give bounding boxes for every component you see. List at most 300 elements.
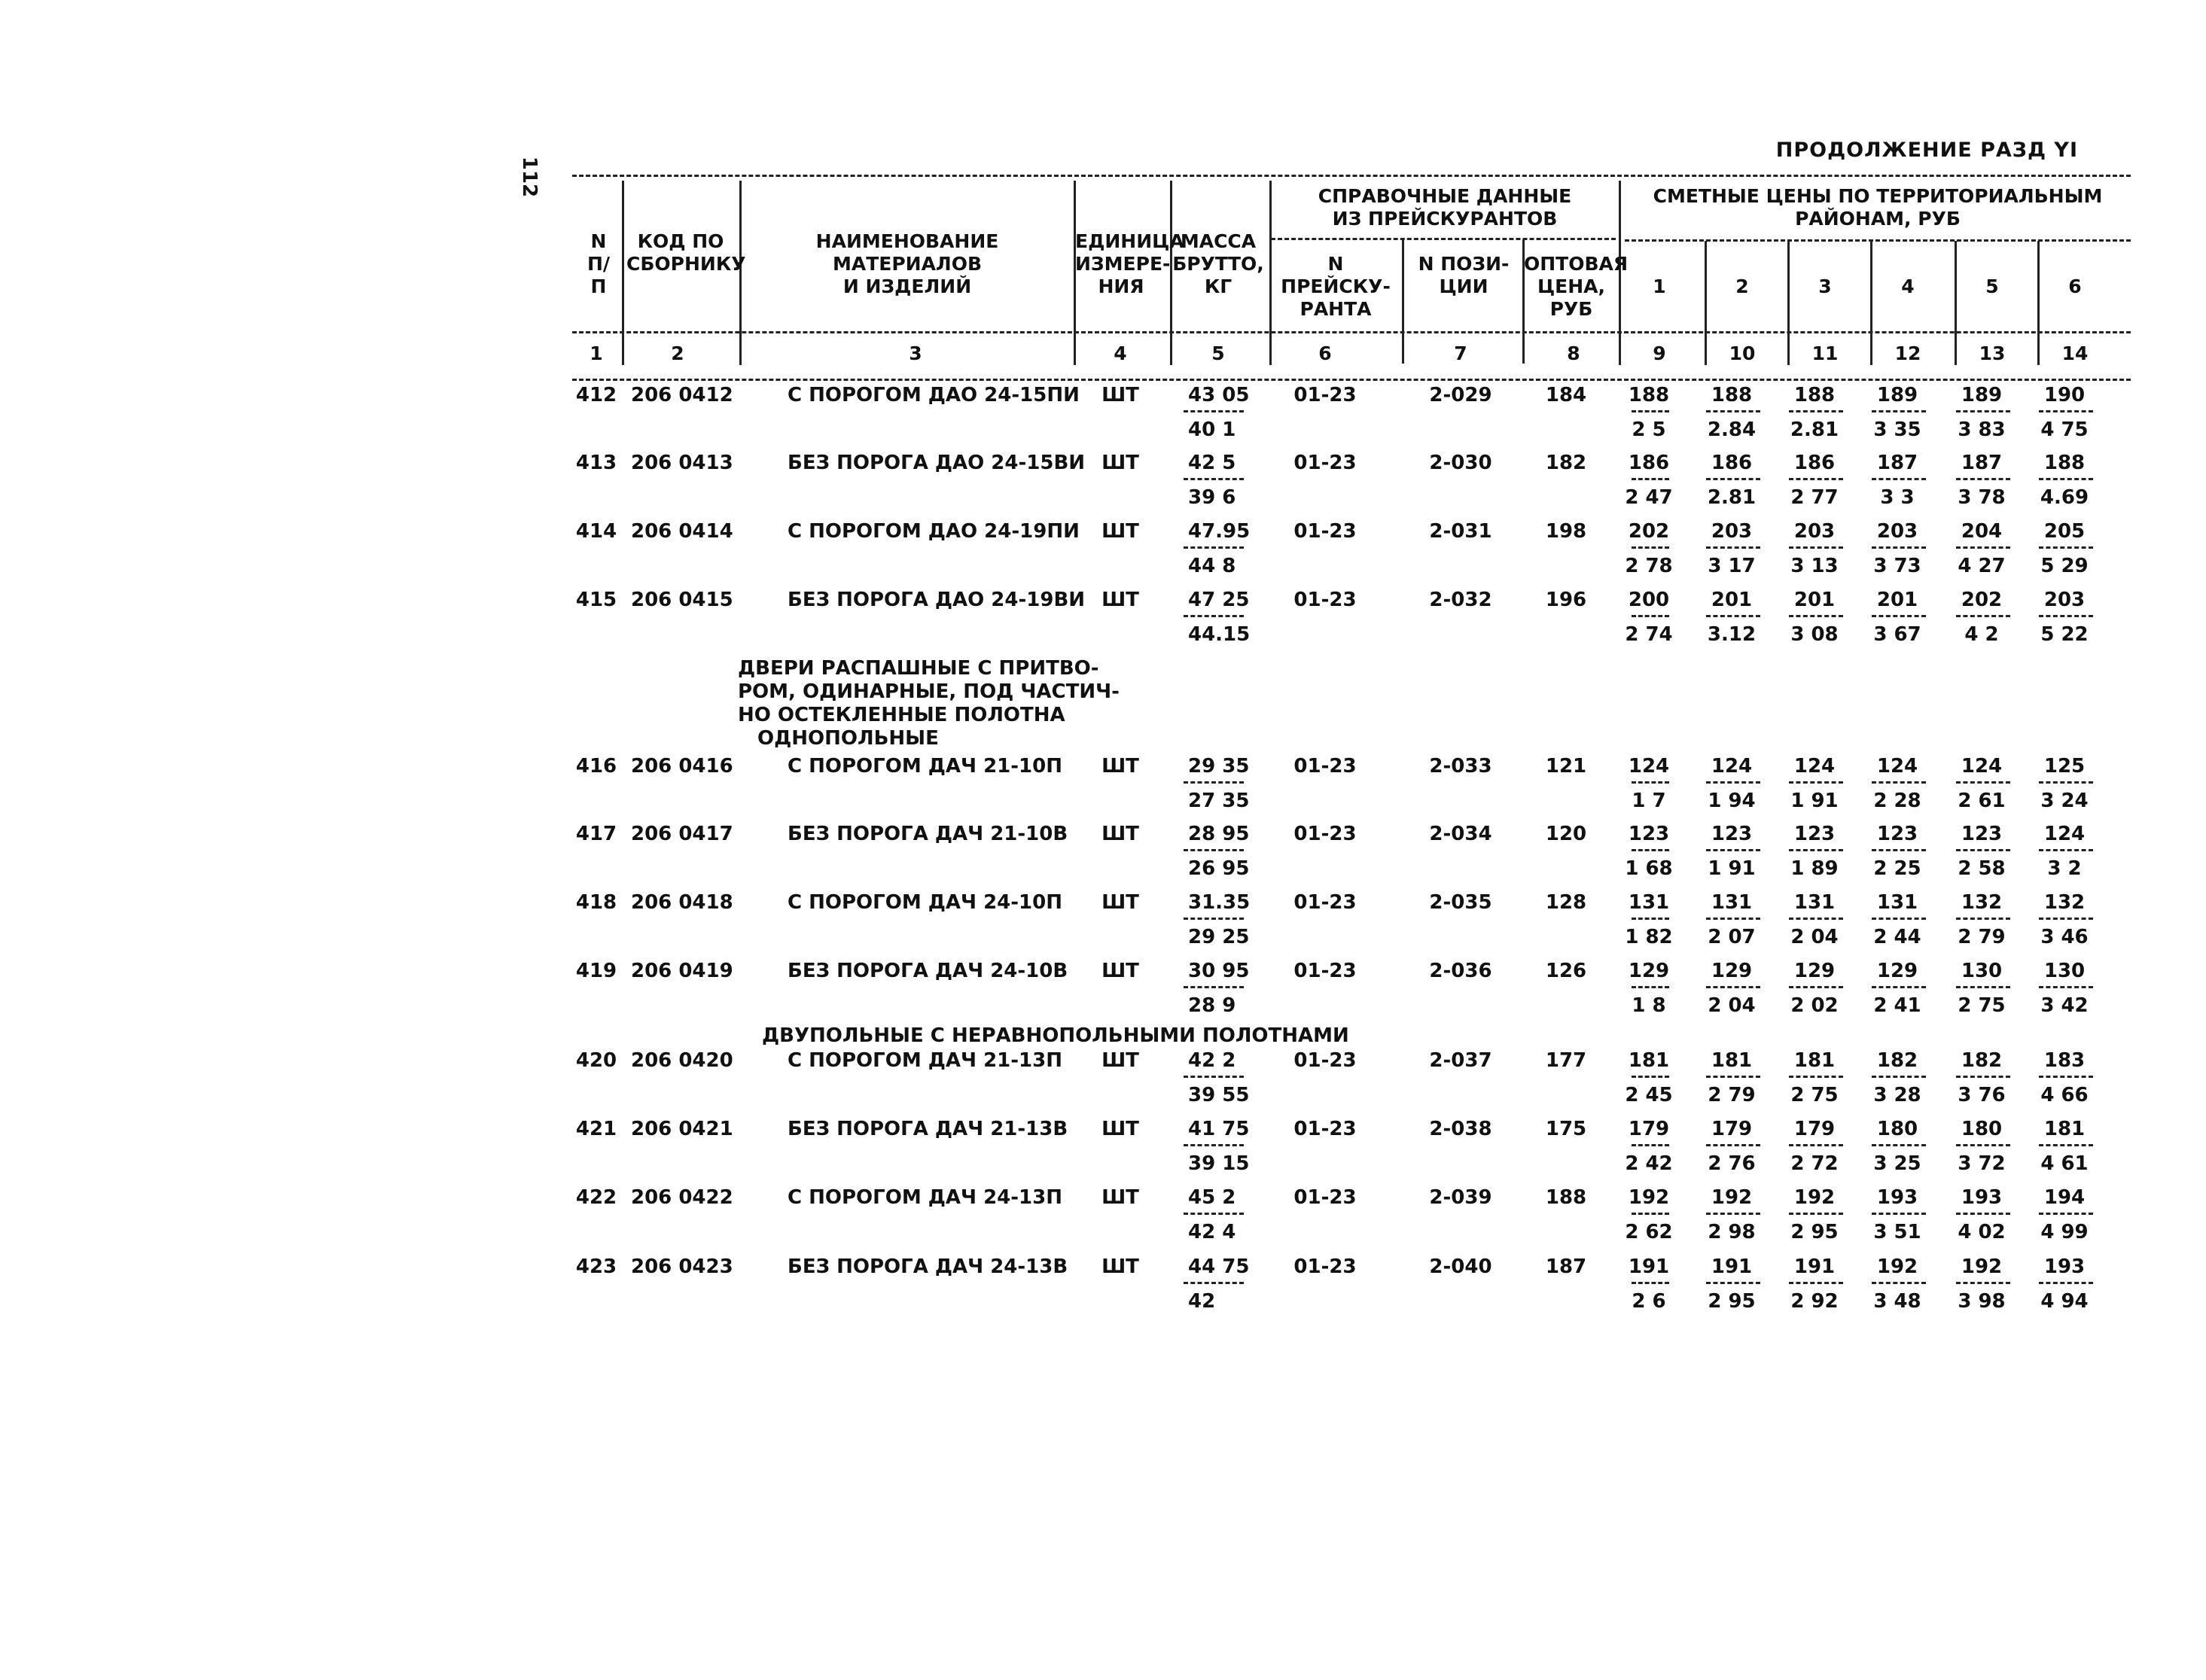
row-wholesale-price: 196 <box>1545 589 1587 611</box>
row-region-price-secondary-3: 2 04 <box>1790 926 1839 948</box>
column-number-9: 9 <box>1653 342 1666 364</box>
row-region-price-5: 187 <box>1961 452 2003 474</box>
row-region-price-secondary-4: 3 3 <box>1880 486 1915 509</box>
fraction-rule <box>1956 1213 2010 1215</box>
row-mass-secondary: 39 55 <box>1188 1084 1250 1106</box>
row-region-price-4: 192 <box>1876 1255 1918 1278</box>
row-price-list: 01-23 <box>1293 891 1357 914</box>
fraction-rule <box>2039 615 2093 617</box>
row-number: 423 <box>575 1255 617 1278</box>
header-column-divider <box>1955 241 1957 365</box>
row-mass: 31.35 <box>1188 891 1251 914</box>
row-region-price-secondary-1: 2 5 <box>1632 418 1666 441</box>
column-number-14: 14 <box>2061 342 2089 364</box>
row-region-price-secondary-3: 2 75 <box>1790 1084 1839 1106</box>
header-bottom-rule <box>572 331 2131 333</box>
row-region-price-2: 179 <box>1711 1118 1753 1140</box>
row-position: 2-031 <box>1429 520 1492 543</box>
row-code: 206 0412 <box>631 384 733 406</box>
fraction-rule <box>1184 1282 1244 1284</box>
row-price-list: 01-23 <box>1293 1049 1357 1072</box>
row-region-price-secondary-5: 4 2 <box>1964 623 1999 646</box>
header-column-divider <box>1402 239 1404 364</box>
row-region-price-secondary-3: 3 13 <box>1790 555 1839 577</box>
row-region-price-5: 182 <box>1961 1049 2003 1072</box>
row-region-price-secondary-1: 2 6 <box>1632 1290 1666 1313</box>
row-region-price-secondary-4: 2 25 <box>1873 857 1921 880</box>
row-region-price-4: 193 <box>1876 1186 1918 1209</box>
header-region-1: 1 <box>1653 275 1666 297</box>
row-unit: ШТ <box>1101 755 1139 778</box>
row-region-price-3: 188 <box>1793 384 1836 406</box>
row-wholesale-price: 128 <box>1545 891 1587 914</box>
row-region-price-3: 179 <box>1793 1118 1836 1140</box>
fraction-rule <box>1632 918 1669 920</box>
row-region-price-4: 182 <box>1876 1049 1918 1072</box>
row-region-price-secondary-2: 2 76 <box>1708 1152 1756 1175</box>
row-wholesale-price: 121 <box>1545 755 1587 778</box>
row-name: С ПОРОГОМ ДАО 24-15ПИ <box>788 384 1080 406</box>
row-wholesale-price: 175 <box>1545 1118 1587 1140</box>
row-region-price-secondary-1: 2 47 <box>1625 486 1673 509</box>
fraction-rule <box>1184 986 1244 988</box>
fraction-rule <box>1184 478 1244 480</box>
row-region-price-secondary-3: 2 95 <box>1790 1221 1839 1243</box>
section-heading-single-leaf: ДВЕРИ РАСПАШНЫЕ С ПРИТВО- РОМ, ОДИНАРНЫЕ, ПОД ЧАСТИЧ- НО ОСТЕКЛЕННЫЕ ПОЛОТНА ОДНОПОЛЬНЫЕ <box>738 657 1120 750</box>
row-mass-secondary: 29 25 <box>1188 926 1250 948</box>
row-number: 415 <box>575 589 617 611</box>
row-region-price-secondary-4: 3 28 <box>1873 1084 1921 1106</box>
header-col7: N ПОЗИ- ЦИИ <box>1418 253 1510 297</box>
row-region-price-secondary-2: 2.84 <box>1707 418 1757 441</box>
row-region-price-2: 186 <box>1711 452 1753 474</box>
column-number-1: 1 <box>590 342 603 364</box>
row-price-list: 01-23 <box>1293 384 1357 406</box>
fraction-rule <box>1872 410 1926 412</box>
row-mass-secondary: 39 6 <box>1188 486 1236 509</box>
header-col5: МАССА БРУТТО, КГ <box>1172 230 1264 297</box>
row-region-price-secondary-6: 5 22 <box>2040 623 2089 646</box>
row-region-price-secondary-6: 3 24 <box>2040 790 2089 812</box>
header-column-divider <box>1787 241 1790 365</box>
row-unit: ШТ <box>1101 960 1139 982</box>
fraction-rule <box>1956 615 2010 617</box>
row-region-price-4: 180 <box>1876 1118 1918 1140</box>
row-mass-secondary: 28 9 <box>1188 994 1236 1017</box>
colnum-bottom-rule <box>572 379 2131 381</box>
row-region-price-3: 123 <box>1793 823 1836 845</box>
row-region-price-6: 205 <box>2043 520 2086 543</box>
column-number-3: 3 <box>909 342 922 364</box>
row-region-price-4: 187 <box>1876 452 1918 474</box>
row-region-price-secondary-2: 3 17 <box>1708 555 1756 577</box>
row-wholesale-price: 198 <box>1545 520 1587 543</box>
header-region-5: 5 <box>1985 275 1999 297</box>
fraction-rule <box>1632 410 1669 412</box>
fraction-rule <box>1184 849 1244 851</box>
fraction-rule <box>1956 478 2010 480</box>
row-region-price-secondary-4: 3 51 <box>1873 1221 1921 1243</box>
fraction-rule <box>1789 410 1843 412</box>
fraction-rule <box>1706 1076 1760 1078</box>
row-region-price-secondary-1: 2 42 <box>1625 1152 1673 1175</box>
header-group-prices: СМЕТНЫЕ ЦЕНЫ ПО ТЕРРИТОРИАЛЬНЫМ РАЙОНАМ, РУБ <box>1653 185 2103 230</box>
row-mass-secondary: 44 8 <box>1188 555 1236 577</box>
row-region-price-1: 179 <box>1628 1118 1670 1140</box>
row-position: 2-033 <box>1429 755 1492 778</box>
row-position: 2-036 <box>1429 960 1492 982</box>
row-region-price-6: 132 <box>2043 891 2086 914</box>
row-price-list: 01-23 <box>1293 520 1357 543</box>
column-number-12: 12 <box>1894 342 1921 364</box>
fraction-rule <box>1956 781 2010 784</box>
row-region-price-secondary-5: 4 02 <box>1958 1221 2006 1243</box>
row-region-price-1: 124 <box>1628 755 1670 778</box>
fraction-rule <box>2039 410 2093 412</box>
row-region-price-1: 191 <box>1628 1255 1670 1278</box>
fraction-rule <box>1706 918 1760 920</box>
row-mass: 41 75 <box>1188 1118 1250 1140</box>
row-region-price-3: 191 <box>1793 1255 1836 1278</box>
row-region-price-secondary-5: 2 75 <box>1958 994 2006 1017</box>
row-number: 412 <box>575 384 617 406</box>
row-region-price-3: 201 <box>1793 589 1836 611</box>
fraction-rule <box>2039 986 2093 988</box>
row-region-price-1: 192 <box>1628 1186 1670 1209</box>
row-position: 2-039 <box>1429 1186 1492 1209</box>
fraction-rule <box>1956 986 2010 988</box>
row-region-price-2: 129 <box>1711 960 1753 982</box>
fraction-rule <box>1706 781 1760 784</box>
header-mid-rule-price <box>1625 239 2131 242</box>
row-unit: ШТ <box>1101 452 1139 474</box>
row-mass: 42 5 <box>1188 452 1236 474</box>
fraction-rule <box>1632 849 1669 851</box>
fraction-rule <box>2039 918 2093 920</box>
fraction-rule <box>1872 546 1926 549</box>
row-region-price-secondary-6: 4 66 <box>2040 1084 2089 1106</box>
row-region-price-2: 181 <box>1711 1049 1753 1072</box>
row-region-price-secondary-2: 2 98 <box>1708 1221 1756 1243</box>
fraction-rule <box>1789 546 1843 549</box>
row-region-price-5: 132 <box>1961 891 2003 914</box>
row-number: 422 <box>575 1186 617 1209</box>
fraction-rule <box>1706 478 1760 480</box>
fraction-rule <box>1184 918 1244 920</box>
fraction-rule <box>1789 849 1843 851</box>
row-region-price-secondary-2: 2 95 <box>1708 1290 1756 1313</box>
row-price-list: 01-23 <box>1293 589 1357 611</box>
row-region-price-secondary-3: 2 02 <box>1790 994 1839 1017</box>
fraction-rule <box>2039 781 2093 784</box>
row-region-price-secondary-5: 3 72 <box>1958 1152 2006 1175</box>
row-wholesale-price: 177 <box>1545 1049 1587 1072</box>
fraction-rule <box>1632 986 1669 988</box>
header-column-divider <box>1870 241 1872 365</box>
row-region-price-3: 181 <box>1793 1049 1836 1072</box>
fraction-rule <box>1872 615 1926 617</box>
row-region-price-secondary-2: 2.81 <box>1707 486 1757 509</box>
row-name: БЕЗ ПОРОГА ДАО 24-15ВИ <box>788 452 1086 474</box>
column-number-10: 10 <box>1729 342 1756 364</box>
header-region-4: 4 <box>1901 275 1915 297</box>
row-region-price-secondary-2: 1 91 <box>1708 857 1756 880</box>
row-region-price-secondary-4: 2 41 <box>1873 994 1921 1017</box>
row-region-price-4: 189 <box>1876 384 1918 406</box>
row-region-price-6: 181 <box>2043 1118 2086 1140</box>
column-number-7: 7 <box>1454 342 1467 364</box>
header-col4: ЕДИНИЦА ИЗМЕРЕ- НИЯ <box>1075 230 1184 297</box>
row-position: 2-040 <box>1429 1255 1492 1278</box>
row-region-price-secondary-2: 2 04 <box>1708 994 1756 1017</box>
row-region-price-secondary-6: 4 94 <box>2040 1290 2089 1313</box>
row-price-list: 01-23 <box>1293 1186 1357 1209</box>
row-code: 206 0418 <box>631 891 733 914</box>
row-region-price-1: 188 <box>1628 384 1670 406</box>
row-mass: 44 75 <box>1188 1255 1250 1278</box>
fraction-rule <box>1789 1213 1843 1215</box>
row-mass-secondary: 42 4 <box>1188 1221 1236 1243</box>
row-region-price-secondary-4: 2 44 <box>1873 926 1921 948</box>
row-wholesale-price: 182 <box>1545 452 1587 474</box>
row-code: 206 0422 <box>631 1186 733 1209</box>
row-unit: ШТ <box>1101 520 1139 543</box>
column-number-6: 6 <box>1318 342 1332 364</box>
fraction-rule <box>1872 849 1926 851</box>
row-region-price-2: 123 <box>1711 823 1753 845</box>
row-mass: 47 25 <box>1188 589 1250 611</box>
row-position: 2-035 <box>1429 891 1492 914</box>
column-number-13: 13 <box>1979 342 2006 364</box>
row-code: 206 0419 <box>631 960 733 982</box>
row-mass: 28 95 <box>1188 823 1250 845</box>
row-name: БЕЗ ПОРОГА ДАЧ 21-13В <box>788 1118 1068 1140</box>
fraction-rule <box>1872 1213 1926 1215</box>
row-region-price-secondary-1: 2 74 <box>1625 623 1673 646</box>
column-number-5: 5 <box>1211 342 1225 364</box>
row-region-price-1: 200 <box>1628 589 1670 611</box>
fraction-rule <box>1789 918 1843 920</box>
row-position: 2-037 <box>1429 1049 1492 1072</box>
row-region-price-1: 186 <box>1628 452 1670 474</box>
row-region-price-secondary-3: 1 89 <box>1790 857 1839 880</box>
row-region-price-secondary-5: 2 58 <box>1958 857 2006 880</box>
row-region-price-5: 180 <box>1961 1118 2003 1140</box>
fraction-rule <box>1872 1282 1926 1284</box>
row-region-price-5: 192 <box>1961 1255 2003 1278</box>
fraction-rule <box>1956 918 2010 920</box>
row-region-price-secondary-5: 4 27 <box>1958 555 2006 577</box>
row-region-price-secondary-1: 2 45 <box>1625 1084 1673 1106</box>
row-region-price-6: 190 <box>2043 384 2086 406</box>
row-price-list: 01-23 <box>1293 960 1357 982</box>
continuation-title: ПРОДОЛЖЕНИЕ РАЗД YI <box>1775 138 2078 162</box>
row-region-price-secondary-6: 5 29 <box>2040 555 2089 577</box>
fraction-rule <box>1706 1282 1760 1284</box>
row-region-price-6: 183 <box>2043 1049 2086 1072</box>
row-region-price-5: 123 <box>1961 823 2003 845</box>
row-region-price-secondary-5: 3 83 <box>1958 418 2006 441</box>
column-number-4: 4 <box>1114 342 1127 364</box>
fraction-rule <box>1706 849 1760 851</box>
row-unit: ШТ <box>1101 589 1139 611</box>
fraction-rule <box>2039 849 2093 851</box>
row-region-price-3: 124 <box>1793 755 1836 778</box>
row-region-price-5: 189 <box>1961 384 2003 406</box>
row-number: 413 <box>575 452 617 474</box>
row-region-price-2: 192 <box>1711 1186 1753 1209</box>
row-region-price-secondary-6: 3 2 <box>2047 857 2082 880</box>
row-number: 420 <box>575 1049 617 1072</box>
row-region-price-2: 201 <box>1711 589 1753 611</box>
fraction-rule <box>1184 1213 1244 1215</box>
fraction-rule <box>1632 615 1669 617</box>
row-region-price-secondary-4: 3 25 <box>1873 1152 1921 1175</box>
row-region-price-secondary-2: 2 07 <box>1708 926 1756 948</box>
row-name: С ПОРОГОМ ДАЧ 24-10П <box>788 891 1063 914</box>
row-code: 206 0415 <box>631 589 733 611</box>
fraction-rule <box>1789 615 1843 617</box>
row-region-price-secondary-6: 3 46 <box>2040 926 2089 948</box>
row-number: 414 <box>575 520 617 543</box>
row-mass-secondary: 42 <box>1188 1290 1216 1313</box>
section-heading-double-leaf: ДВУПОЛЬНЫЕ С НЕРАВНОПОЛЬНЫМИ ПОЛОТНАМИ <box>762 1024 1349 1047</box>
row-code: 206 0421 <box>631 1118 733 1140</box>
column-number-8: 8 <box>1567 342 1580 364</box>
row-region-price-secondary-6: 4 61 <box>2040 1152 2089 1175</box>
row-code: 206 0417 <box>631 823 733 845</box>
fraction-rule <box>1184 410 1244 412</box>
row-unit: ШТ <box>1101 384 1139 406</box>
row-name: БЕЗ ПОРОГА ДАЧ 24-10В <box>788 960 1068 982</box>
fraction-rule <box>2039 1282 2093 1284</box>
row-position: 2-034 <box>1429 823 1492 845</box>
row-wholesale-price: 184 <box>1545 384 1587 406</box>
row-unit: ШТ <box>1101 823 1139 845</box>
header-col6: N ПРЕЙСКУ- РАНТА <box>1281 253 1391 320</box>
row-region-price-2: 131 <box>1711 891 1753 914</box>
row-unit: ШТ <box>1101 1049 1139 1072</box>
row-region-price-2: 124 <box>1711 755 1753 778</box>
fraction-rule <box>1956 1282 2010 1284</box>
row-region-price-2: 191 <box>1711 1255 1753 1278</box>
fraction-rule <box>2039 478 2093 480</box>
fraction-rule <box>1789 1144 1843 1146</box>
row-region-price-3: 186 <box>1793 452 1836 474</box>
row-name: С ПОРОГОМ ДАЧ 21-13П <box>788 1049 1063 1072</box>
fraction-rule <box>1872 478 1926 480</box>
row-region-price-5: 202 <box>1961 589 2003 611</box>
row-region-price-secondary-4: 3 48 <box>1873 1290 1921 1313</box>
row-region-price-6: 124 <box>2043 823 2086 845</box>
row-mass: 43 05 <box>1188 384 1250 406</box>
row-number: 419 <box>575 960 617 982</box>
fraction-rule <box>1956 1144 2010 1146</box>
row-name: С ПОРОГОМ ДАЧ 21-10П <box>788 755 1063 778</box>
fraction-rule <box>1956 1076 2010 1078</box>
header-group-reference: СПРАВОЧНЫЕ ДАННЫЕ ИЗ ПРЕЙСКУРАНТОВ <box>1318 185 1572 230</box>
row-region-price-4: 124 <box>1876 755 1918 778</box>
header-region-2: 2 <box>1735 275 1749 297</box>
row-region-price-secondary-3: 2 92 <box>1790 1290 1839 1313</box>
row-code: 206 0414 <box>631 520 733 543</box>
row-wholesale-price: 126 <box>1545 960 1587 982</box>
row-mass-secondary: 44.15 <box>1188 623 1251 646</box>
row-region-price-secondary-5: 2 61 <box>1958 790 2006 812</box>
fraction-rule <box>1632 546 1669 549</box>
row-region-price-secondary-6: 4.69 <box>2040 486 2089 509</box>
column-number-2: 2 <box>671 342 684 364</box>
row-code: 206 0423 <box>631 1255 733 1278</box>
row-code: 206 0416 <box>631 755 733 778</box>
fraction-rule <box>1789 781 1843 784</box>
row-region-price-secondary-1: 1 7 <box>1632 790 1666 812</box>
fraction-rule <box>1706 1144 1760 1146</box>
row-mass: 45 2 <box>1188 1186 1236 1209</box>
row-region-price-secondary-2: 3.12 <box>1707 623 1757 646</box>
fraction-rule <box>1184 615 1244 617</box>
column-number-11: 11 <box>1811 342 1839 364</box>
row-region-price-5: 130 <box>1961 960 2003 982</box>
row-region-price-6: 188 <box>2043 452 2086 474</box>
fraction-rule <box>1706 986 1760 988</box>
row-region-price-1: 129 <box>1628 960 1670 982</box>
header-column-divider <box>1705 241 1707 365</box>
header-col8: ОПТОВАЯ ЦЕНА, РУБ <box>1524 253 1629 320</box>
header-col3: НАИМЕНОВАНИЕ МАТЕРИАЛОВ И ИЗДЕЛИЙ <box>815 230 999 297</box>
row-mass-secondary: 40 1 <box>1188 418 1236 441</box>
fraction-rule <box>1706 410 1760 412</box>
row-region-price-secondary-5: 3 98 <box>1958 1290 2006 1313</box>
fraction-rule <box>1706 615 1760 617</box>
row-price-list: 01-23 <box>1293 823 1357 845</box>
header-top-rule <box>572 175 2131 177</box>
fraction-rule <box>1872 986 1926 988</box>
fraction-rule <box>1872 1076 1926 1078</box>
row-region-price-3: 192 <box>1793 1186 1836 1209</box>
row-number: 418 <box>575 891 617 914</box>
fraction-rule <box>1956 410 2010 412</box>
row-position: 2-032 <box>1429 589 1492 611</box>
row-region-price-secondary-2: 1 94 <box>1708 790 1756 812</box>
row-region-price-3: 129 <box>1793 960 1836 982</box>
row-position: 2-038 <box>1429 1118 1492 1140</box>
header-column-divider <box>2037 241 2040 365</box>
row-wholesale-price: 120 <box>1545 823 1587 845</box>
header-col1: N П/П <box>587 230 611 297</box>
row-region-price-secondary-6: 4 99 <box>2040 1221 2089 1243</box>
row-mass-secondary: 39 15 <box>1188 1152 1250 1175</box>
row-price-list: 01-23 <box>1293 452 1357 474</box>
row-region-price-4: 201 <box>1876 589 1918 611</box>
row-region-price-4: 123 <box>1876 823 1918 845</box>
row-mass-secondary: 26 95 <box>1188 857 1250 880</box>
row-region-price-2: 203 <box>1711 520 1753 543</box>
fraction-rule <box>2039 1213 2093 1215</box>
row-region-price-secondary-1: 1 68 <box>1625 857 1673 880</box>
row-region-price-5: 204 <box>1961 520 2003 543</box>
fraction-rule <box>1956 849 2010 851</box>
fraction-rule <box>1789 478 1843 480</box>
row-region-price-secondary-1: 2 62 <box>1625 1221 1673 1243</box>
row-name: С ПОРОГОМ ДАЧ 24-13П <box>788 1186 1063 1209</box>
row-region-price-secondary-6: 4 75 <box>2040 418 2089 441</box>
header-column-divider <box>622 181 624 365</box>
row-number: 416 <box>575 755 617 778</box>
row-code: 206 0413 <box>631 452 733 474</box>
row-region-price-secondary-5: 2 79 <box>1958 926 2006 948</box>
fraction-rule <box>1789 1076 1843 1078</box>
